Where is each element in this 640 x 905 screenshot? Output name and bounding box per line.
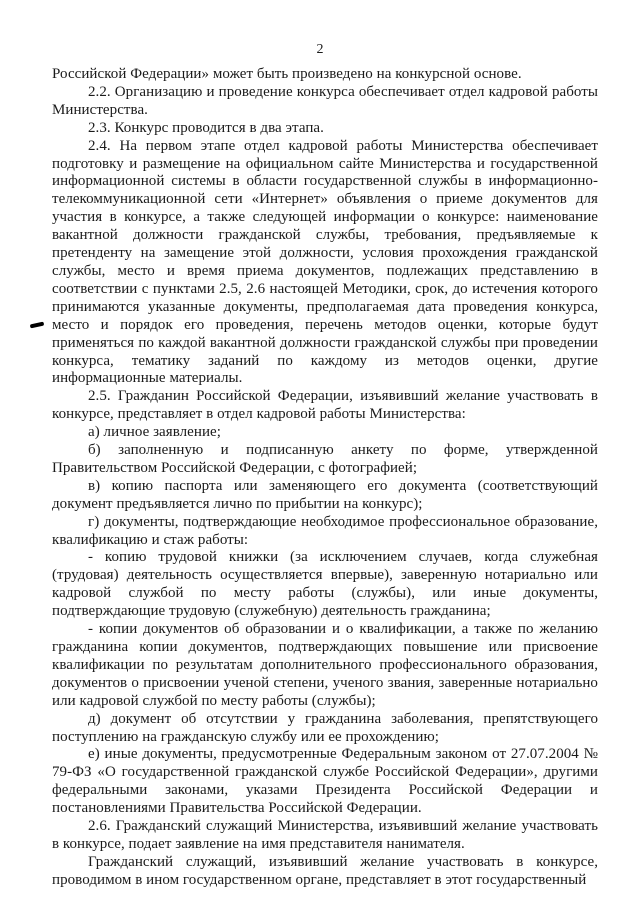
list-item-g: г) документы, подтверждающие необходимое профессиональное образование, квалификацию и стаж работы: <box>52 513 598 548</box>
list-item-d: д) документ об отсутствии у гражданина заболевания, препятствующего поступлению на гражданскую службу или ее прохождению; <box>52 710 598 745</box>
margin-mark <box>30 322 45 329</box>
paragraph-2-5: 2.5. Гражданин Российской Федерации, изъявивший желание участвовать в конкурсе, представляет в отдел кадровой работы Министерства: <box>52 388 598 423</box>
list-item-v: в) копию паспорта или заменяющего его документа (соответствующий документ предъявляется лично по прибытии на конкурс); <box>52 477 598 512</box>
list-subitem-work-book: - копию трудовой книжки (за исключением случаев, когда служебная (трудовая) деятельность осуществляется впервые), заверенную нотариально или кадровой службой по месту работы (службы), или иные документы, подтверждающие трудовую (служебную) деятельность гражданина; <box>52 549 598 620</box>
document-body <box>52 66 598 890</box>
paragraph-2-4: 2.4. На первом этапе отдел кадровой работы Министерства обеспечивает подготовку и размещение на официальном сайте Министерства и государственной информационной системы в области государственной службы в информационно-телекоммуникационной сети «Интернет» объявления о приеме документов для участия в конкурсе, а также следующей информации о конкурсе: наименование вакантной должности гражданской службы, требования, предъявляемые к претенденту на замещение этой должности, условия прохождения гражданской службы, место и время приема документов, подлежащих представлению в соответствии с пунктами 2.5, 2.6 настоящей Методики, срок, до истечения которого принимаются указанные документы, предполагаемая дата проведения конкурса, место и порядок его проведения, перечень методов оценки, которые будут применяться по каждой вакантной должности гражданской службы при проведении конкурса, тематику заданий по каждому из методов оценки, другие информационные материалы. <box>52 137 598 387</box>
paragraph-2-6: 2.6. Гражданский служащий Министерства, изъявивший желание участвовать в конкурсе, подает заявление на имя представителя нанимателя. <box>52 818 598 852</box>
paragraph-other-agency: Гражданский служащий, изъявивший желание участвовать в конкурсе, проводимом в ином государственном органе, представляет в этот государственный <box>52 853 598 888</box>
list-subitem-education: - копии документов об образовании и о квалификации, а также по желанию гражданина копии документов, подтверждающих повышение или присвоение квалификации по результатам дополнительного профессионального образования, документов о присвоении ученой степени, ученого звания, заверенные нотариально или кадровой службой по месту работы (службы); <box>52 621 598 709</box>
list-item-a: а) личное заявление; <box>88 424 221 441</box>
page-number: 2 <box>316 42 324 57</box>
paragraph-2-3: 2.3. Конкурс проводится в два этапа. <box>88 119 324 136</box>
list-item-e: е) иные документы, предусмотренные Федеральным законом от 27.07.2004 № 79-ФЗ «О государственной гражданской службе Российской Федерации», другими федеральными законами, указами Президента Российской Федерации и постановлениями Правительства Российской Федерации. <box>52 746 598 817</box>
paragraph-2-2: 2.2. Организацию и проведение конкурса обеспечивает отдел кадровой работы Министерства. <box>52 83 598 118</box>
paragraph-continuation: Российской Федерации» может быть произведено на конкурсной основе. <box>52 66 522 82</box>
list-item-b: б) заполненную и подписанную анкету по форме, утвержденной Правительством Российской Федерации, с фотографией; <box>52 442 598 476</box>
